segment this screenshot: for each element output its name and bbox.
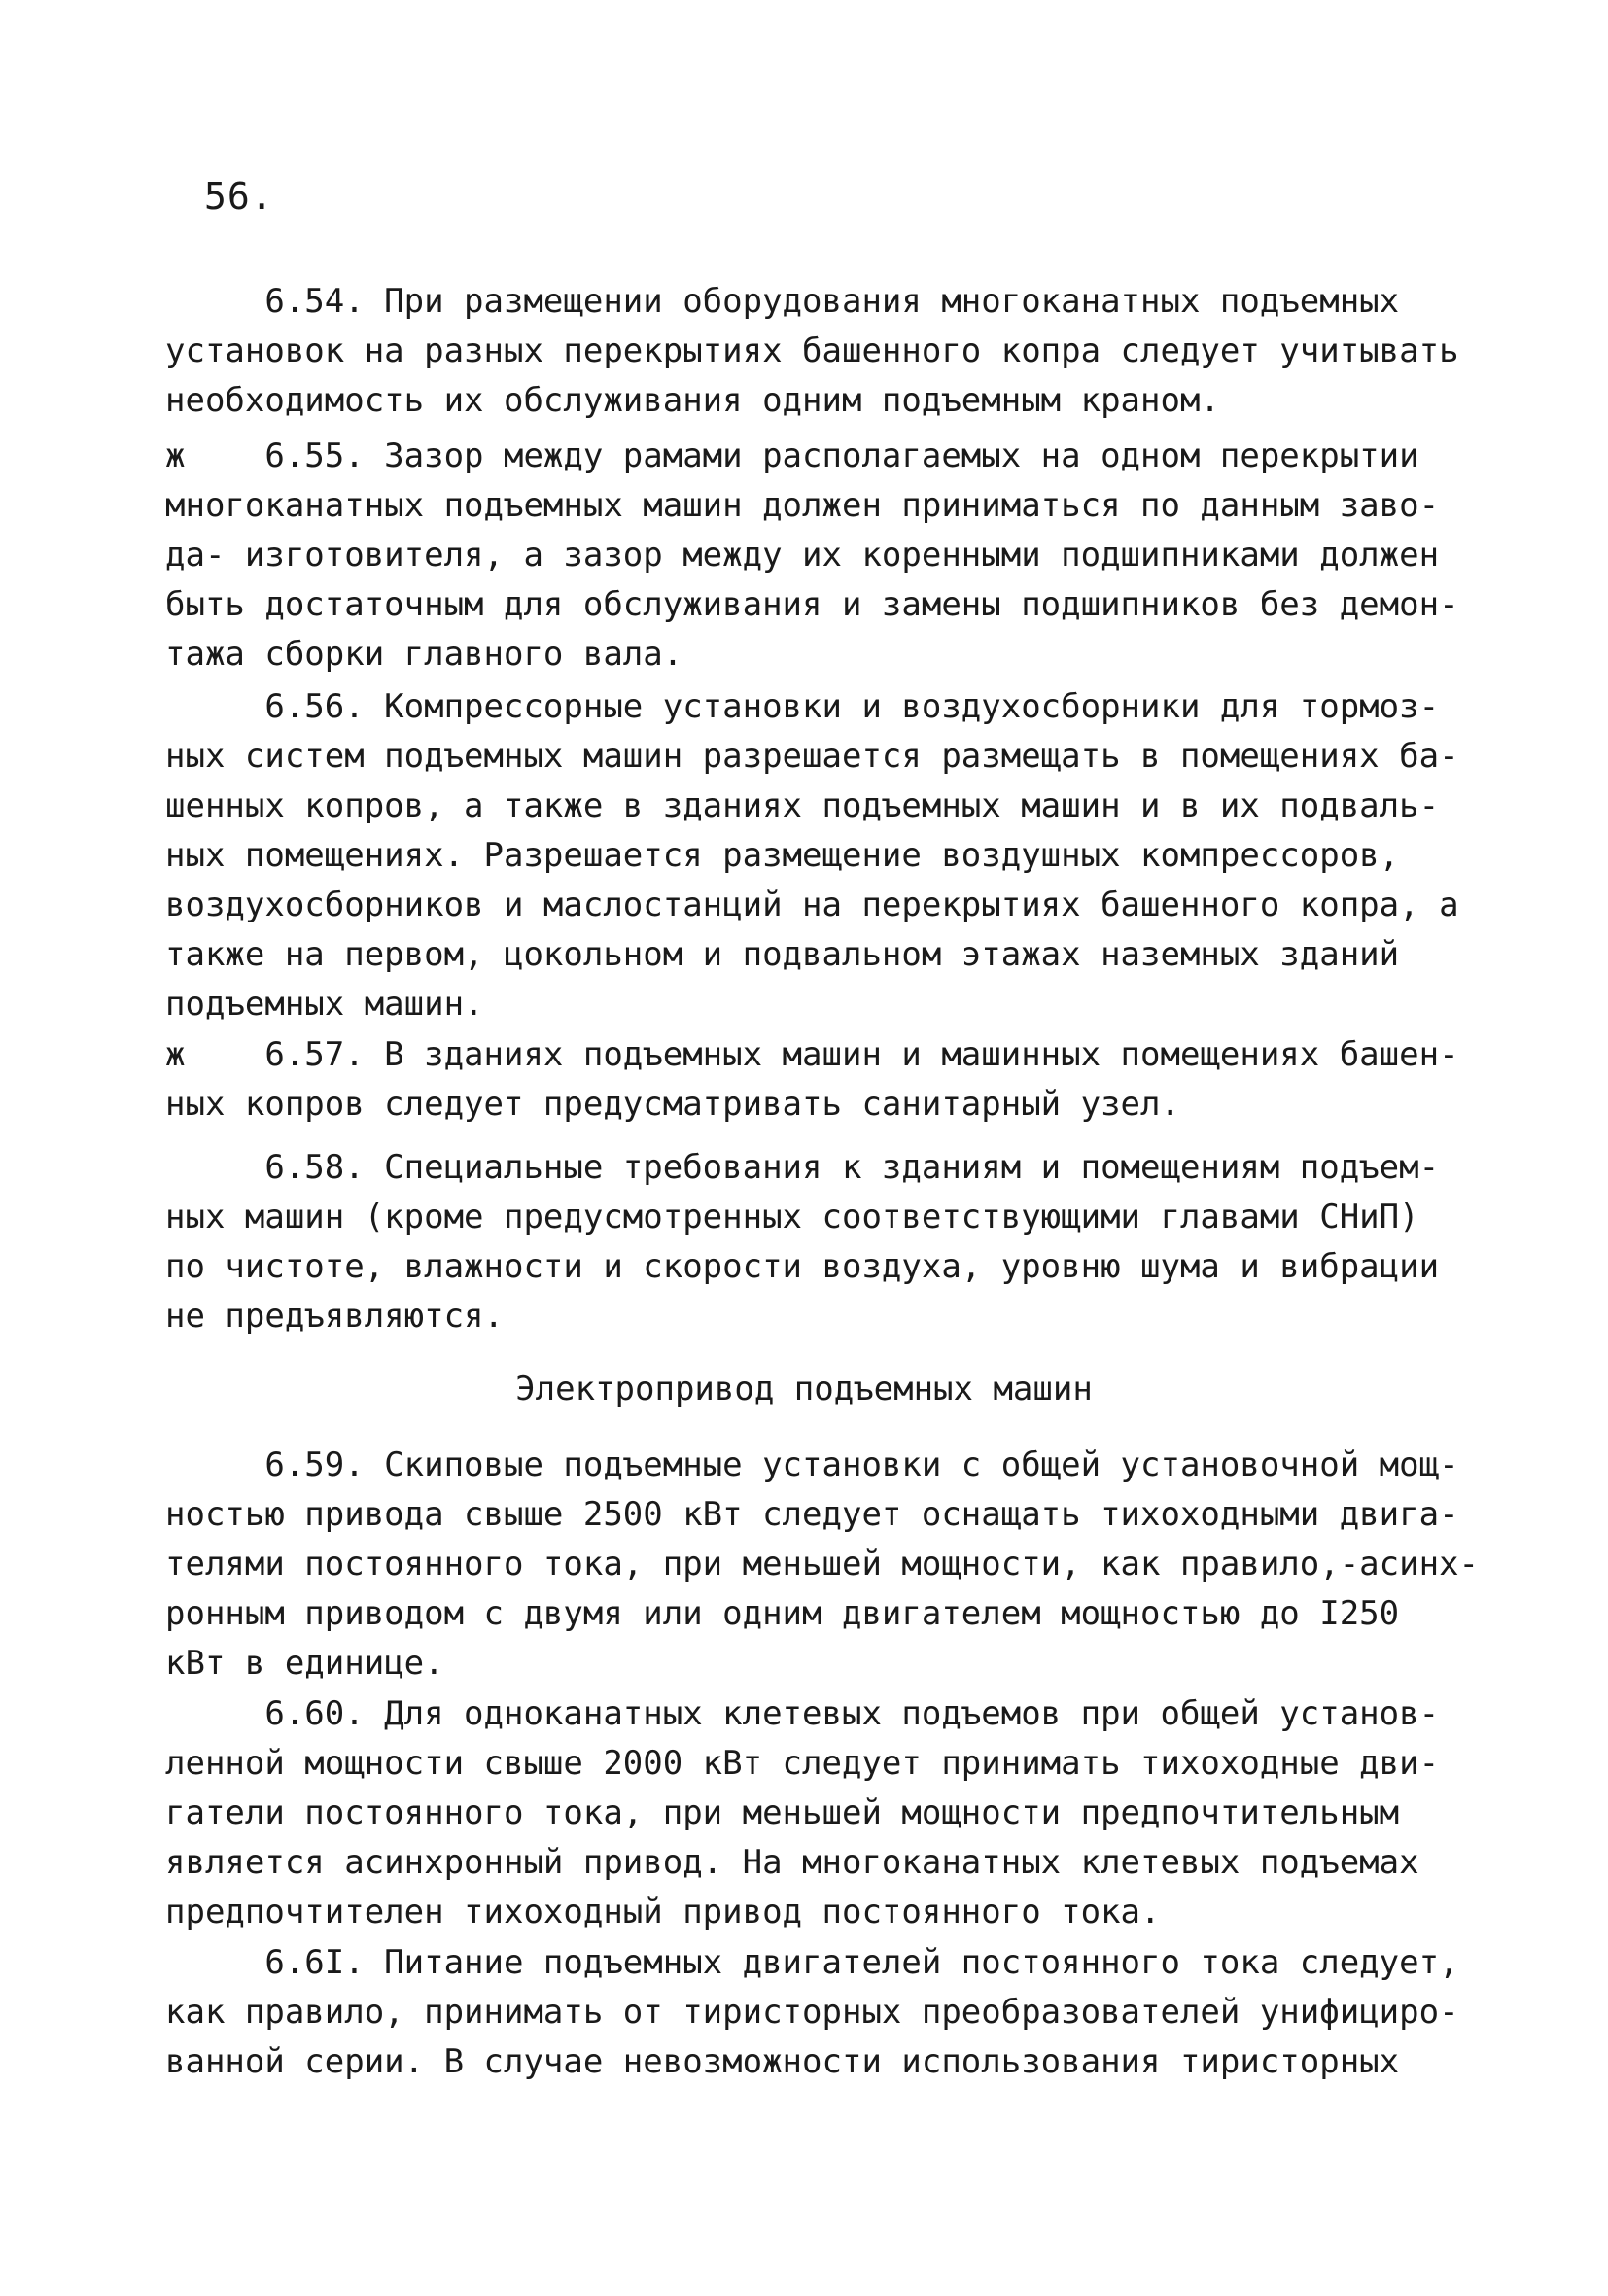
- text-line: ж 6.55. Зазор между рамами располагаемых на одном перекрытии: [165, 436, 1419, 475]
- text-line: 6.6I. Питание подъемных двигателей постоянного тока следует,: [165, 1943, 1459, 1982]
- text-line: ж 6.57. В зданиях подъемных машин и машинных помещениях башен-: [165, 1035, 1459, 1074]
- text-line: ванной серии. В случае невозможности использования тиристорных: [165, 2042, 1400, 2081]
- text-line: гатели постоянного тока, при меньшей мощности предпочтительным: [165, 1793, 1400, 1832]
- text-line: подъемных машин.: [165, 985, 484, 1024]
- text-line: да- изготовителя, а зазор между их коренными подшипниками должен: [165, 536, 1440, 574]
- text-line: 6.56. Компрессорные установки и воздухосборники для тормоз-: [165, 687, 1440, 726]
- text-line: ных помещениях. Разрешается размещение воздушных компрессоров,: [165, 836, 1400, 875]
- text-line: не предъявляются.: [165, 1297, 504, 1336]
- text-line: по чистоте, влажности и скорости воздуха, уровню шума и вибрации: [165, 1247, 1440, 1286]
- text-line: 6.54. При размещении оборудования многоканатных подъемных: [165, 282, 1400, 321]
- text-line: быть достаточным для обслуживания и замены подшипников без демон-: [165, 585, 1459, 624]
- text-line: ных копров следует предусматривать санитарный узел.: [165, 1085, 1180, 1124]
- paragraph-6-57: [165, 1030, 1459, 1130]
- page-number: 56.: [204, 175, 274, 218]
- paragraph-6-54: [165, 277, 1459, 426]
- paragraph-6-60: [165, 1689, 1439, 1937]
- text-line: телями постоянного тока, при меньшей мощности, как правило,-асинх-: [165, 1545, 1480, 1583]
- text-line: также на первом, цокольном и подвальном этажах наземных зданий: [165, 935, 1400, 974]
- paragraph-6-61: [165, 1938, 1459, 2087]
- text-line: шенных копров, а также в зданиях подъемных машин и в их подваль-: [165, 786, 1440, 825]
- text-line: установок на разных перекрытиях башенного копра следует учитывать: [165, 331, 1459, 370]
- paragraph-6-56: [165, 682, 1459, 1029]
- text-line: многоканатных подъемных машин должен приниматься по данным заво-: [165, 486, 1440, 525]
- paragraph-6-55: [165, 432, 1459, 679]
- text-line: 6.59. Скиповые подъемные установки с общей установочной мощ-: [165, 1445, 1459, 1484]
- text-line: 6.60. Для одноканатных клетевых подъемов при общей установ-: [165, 1694, 1440, 1733]
- text-line: ностью привода свыше 2500 кВт следует оснащать тихоходными двига-: [165, 1495, 1459, 1534]
- text-line: необходимость их обслуживания одним подъемным краном.: [165, 381, 1220, 420]
- paragraph-6-58: [165, 1143, 1439, 1341]
- text-line: ных машин (кроме предусмотренных соответствующими главами СНиП): [165, 1198, 1419, 1236]
- text-line: тажа сборки главного вала.: [165, 635, 683, 674]
- text-line: предпочтителен тихоходный привод постоянного тока.: [165, 1893, 1161, 1931]
- paragraph-6-59: [165, 1441, 1480, 1688]
- section-heading: Электропривод подъемных машин: [515, 1370, 1093, 1409]
- text-line: ронным приводом с двумя или одним двигателем мощностью до I250: [165, 1594, 1400, 1633]
- text-line: как правило, принимать от тиристорных преобразователей унифициро-: [165, 1993, 1459, 2032]
- text-line: воздухосборников и маслостанций на перекрытиях башенного копра, а: [165, 886, 1459, 924]
- text-line: 6.58. Специальные требования к зданиям и помещениям подъем-: [165, 1148, 1440, 1187]
- text-line: кВт в единице.: [165, 1644, 444, 1683]
- text-line: ных систем подъемных машин разрешается размещать в помещениях ба-: [165, 737, 1459, 776]
- text-line: ленной мощности свыше 2000 кВт следует принимать тихоходные дви-: [165, 1744, 1440, 1783]
- text-line: является асинхронный привод. На многоканатных клетевых подъемах: [165, 1843, 1419, 1882]
